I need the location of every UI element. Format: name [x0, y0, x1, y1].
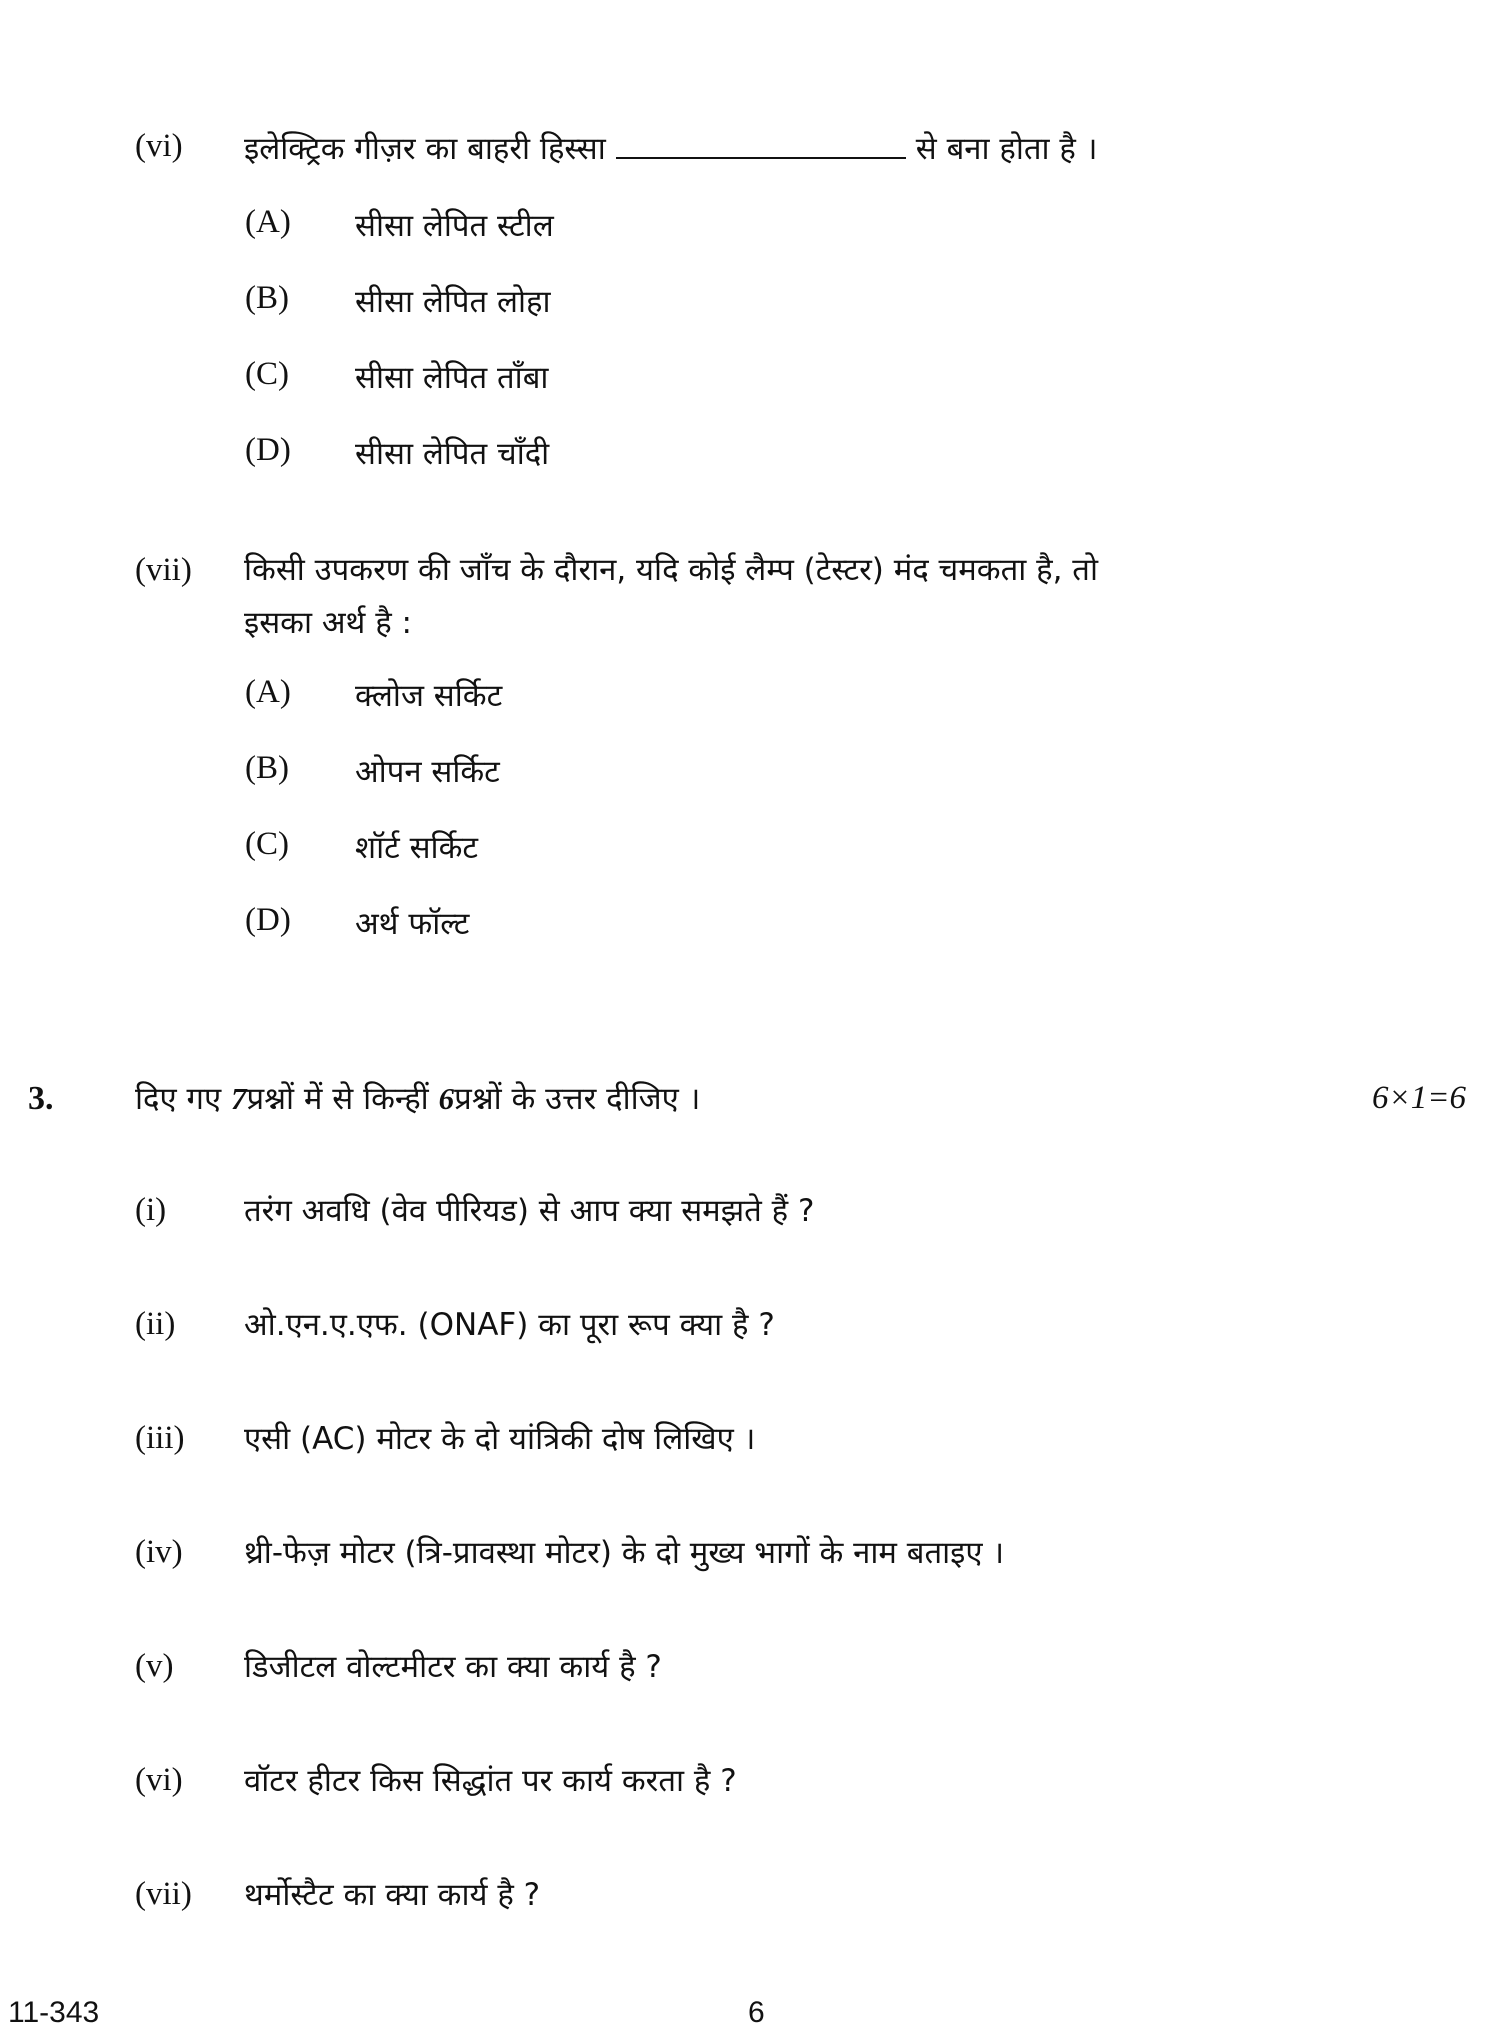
option-text-a: क्लोज सर्किट: [355, 678, 503, 714]
section-instruction: [135, 1070, 700, 1128]
subquestion-text: एसी (AC) मोटर के दो यांत्रिकी दोष लिखिए ।: [244, 1421, 756, 1457]
page-number: 6: [748, 1996, 765, 2029]
subquestion-text: थ्री-फेज़ मोटर (त्रि-प्रावस्था मोटर) के दो मुख्य भागों के नाम बताइए ।: [244, 1535, 1005, 1571]
option-label-b: (B): [245, 280, 289, 316]
subquestion-text: तरंग अवधि (वेव पीरियड) से आप क्या समझते हैं ?: [244, 1193, 815, 1229]
question-text: [244, 120, 1097, 178]
option-label-a: (A): [245, 674, 291, 710]
instruction-number-total: 7: [230, 1081, 247, 1116]
option-label-b: (B): [245, 750, 289, 786]
option-label-c: (C): [245, 826, 289, 862]
section-number: 3.: [28, 1080, 54, 1117]
option-text-b: ओपन सर्किट: [355, 754, 500, 790]
option-text-a: सीसा लेपित स्टील: [355, 208, 554, 244]
option-text-d: सीसा लेपित चाँदी: [355, 436, 550, 472]
subquestion-number: (vi): [135, 1762, 183, 1798]
question-number: (vi): [135, 128, 183, 164]
subquestion-text: वॉटर हीटर किस सिद्धांत पर कार्य करता है ?: [244, 1763, 737, 1799]
question-text-after-blank: से बना होता है ।: [915, 131, 1098, 167]
subquestion-number: (v): [135, 1648, 174, 1684]
question-text-line-2: इसका अर्थ है :: [244, 605, 412, 641]
subquestion-text: ओ.एन.ए.एफ. (ONAF) का पूरा रूप क्या है ?: [244, 1307, 775, 1343]
marks-allocation: 6×1=6: [1372, 1080, 1467, 1116]
question-number: (vii): [135, 552, 192, 588]
instruction-part-2: प्रश्नों में से किन्हीं: [246, 1081, 429, 1117]
subquestion-text: डिजीटल वोल्टमीटर का क्या कार्य है ?: [244, 1649, 662, 1685]
option-text-b: सीसा लेपित लोहा: [355, 284, 551, 320]
option-text-c: शॉर्ट सर्किट: [355, 830, 479, 866]
instruction-part-1: दिए गए: [135, 1081, 222, 1117]
question-text-line-1: किसी उपकरण की जाँच के दौरान, यदि कोई लैम्प (टेस्टर) मंद चमकता है, तो: [244, 552, 1098, 588]
option-label-d: (D): [245, 432, 291, 468]
subquestion-number: (vii): [135, 1876, 192, 1912]
option-label-d: (D): [245, 902, 291, 938]
paper-code: 11-343: [8, 1996, 100, 2029]
subquestion-number: (ii): [135, 1306, 176, 1342]
subquestion-text: थर्मोस्टैट का क्या कार्य है ?: [244, 1877, 541, 1913]
question-text-before-blank: इलेक्ट्रिक गीज़र का बाहरी हिस्सा: [244, 131, 606, 167]
fill-in-blank: [616, 156, 906, 159]
option-text-d: अर्थ फॉल्ट: [355, 906, 470, 942]
option-label-a: (A): [245, 204, 291, 240]
subquestion-number: (iv): [135, 1534, 183, 1570]
instruction-part-3: प्रश्नों के उत्तर दीजिए ।: [454, 1081, 701, 1117]
subquestion-number: (iii): [135, 1420, 185, 1456]
option-text-c: सीसा लेपित ताँबा: [355, 360, 549, 396]
instruction-number-attempt: 6: [438, 1081, 455, 1116]
option-label-c: (C): [245, 356, 289, 392]
subquestion-number: (i): [135, 1192, 167, 1228]
